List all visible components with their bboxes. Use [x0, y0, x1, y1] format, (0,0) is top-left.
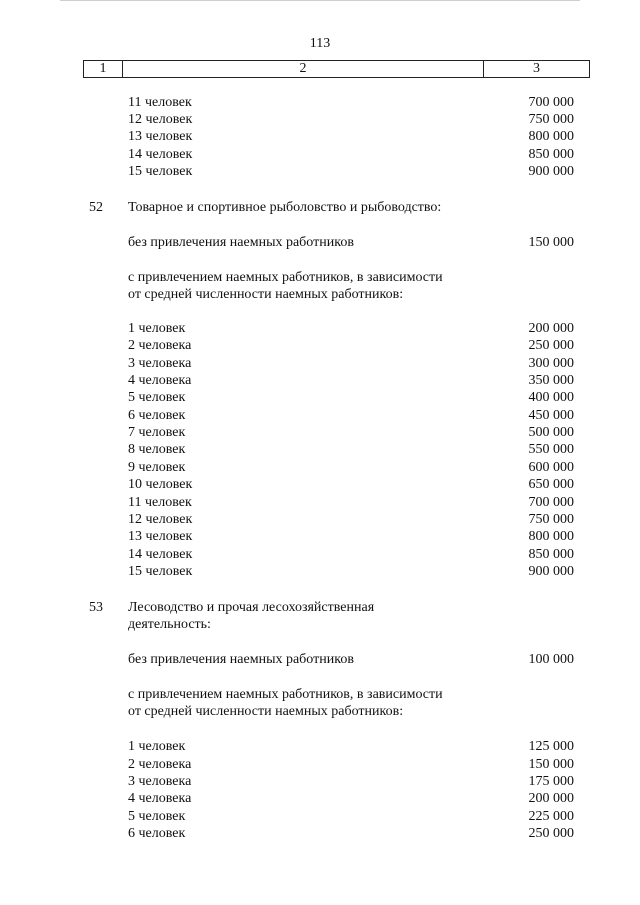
table-header — [83, 60, 590, 78]
row-label: 7 человек — [128, 425, 186, 440]
row-label: 6 человек — [128, 408, 186, 423]
row-label: 13 человек — [128, 529, 193, 544]
row-label: 2 человека — [128, 757, 192, 772]
header-col-2: 2 — [123, 61, 484, 77]
table-row — [0, 494, 640, 511]
table-row — [0, 808, 640, 825]
row-value: 200 000 — [528, 321, 574, 336]
hired-condition-line-1: с привлечением наемных работников, в зависимости — [128, 270, 443, 285]
row-label: 15 человек — [128, 564, 193, 579]
row-value: 400 000 — [528, 390, 574, 405]
row-value: 300 000 — [528, 356, 574, 371]
row-label: 9 человек — [128, 460, 186, 475]
section-number: 53 — [89, 600, 103, 615]
row-value: 750 000 — [528, 512, 574, 527]
row-value: 250 000 — [528, 338, 574, 353]
header-col-1: 1 — [84, 61, 123, 77]
table-row — [0, 146, 640, 163]
row-label: 1 человек — [128, 321, 186, 336]
row-value: 250 000 — [528, 826, 574, 841]
table-row — [0, 128, 640, 145]
section-52-no-hired — [0, 234, 640, 251]
row-label: 12 человек — [128, 112, 193, 127]
table-row — [0, 546, 640, 563]
row-value: 700 000 — [528, 95, 574, 110]
row-value: 500 000 — [528, 425, 574, 440]
row-value: 900 000 — [528, 164, 574, 179]
row-label: 3 человека — [128, 774, 192, 789]
section-number: 52 — [89, 200, 103, 215]
row-label: 14 человек — [128, 547, 193, 562]
no-hired-label: без привлечения наемных работников — [128, 652, 354, 667]
row-value: 650 000 — [528, 477, 574, 492]
row-value: 750 000 — [528, 112, 574, 127]
page-number: 113 — [309, 36, 331, 51]
table-row — [0, 320, 640, 337]
section-52-heading — [0, 199, 640, 216]
table-row — [0, 389, 640, 406]
row-value: 600 000 — [528, 460, 574, 475]
row-value: 850 000 — [528, 147, 574, 162]
table-row — [0, 511, 640, 528]
row-value: 700 000 — [528, 495, 574, 510]
row-value: 800 000 — [528, 129, 574, 144]
row-label: 4 человека — [128, 373, 192, 388]
section-53-heading — [0, 599, 640, 616]
row-label: 5 человек — [128, 809, 186, 824]
hired-condition-line-2: от средней численности наемных работников: — [128, 704, 404, 719]
row-label: 2 человека — [128, 338, 192, 353]
no-hired-value: 100 000 — [528, 652, 574, 667]
row-label: 5 человек — [128, 390, 186, 405]
section-53-no-hired — [0, 651, 640, 668]
table-row — [0, 163, 640, 180]
no-hired-label: без привлечения наемных работников — [128, 235, 354, 250]
row-label: 12 человек — [128, 512, 193, 527]
top-rule — [60, 0, 580, 1]
table-row — [0, 94, 640, 111]
row-value: 200 000 — [528, 791, 574, 806]
table-row — [0, 756, 640, 773]
row-value: 550 000 — [528, 442, 574, 457]
table-row — [0, 790, 640, 807]
section-title: Лесоводство и прочая лесохозяйственная — [128, 600, 375, 615]
row-label: 6 человек — [128, 826, 186, 841]
row-label: 11 человек — [128, 495, 192, 510]
table-row — [0, 528, 640, 545]
row-label: 13 человек — [128, 129, 193, 144]
row-label: 1 человек — [128, 739, 186, 754]
table-row — [0, 825, 640, 842]
row-value: 150 000 — [528, 757, 574, 772]
section-title: Товарное и спортивное рыболовство и рыбоводство: — [128, 200, 442, 215]
no-hired-value: 150 000 — [528, 235, 574, 250]
section-title-line-2: деятельность: — [128, 617, 211, 632]
row-label: 11 человек — [128, 95, 192, 110]
hired-condition-line-2: от средней численности наемных работников: — [128, 287, 404, 302]
table-row — [0, 407, 640, 424]
table-row — [0, 459, 640, 476]
row-value: 350 000 — [528, 373, 574, 388]
row-label: 14 человек — [128, 147, 193, 162]
row-label: 3 человека — [128, 356, 192, 371]
row-value: 225 000 — [528, 809, 574, 824]
table-row — [0, 337, 640, 354]
table-row — [0, 111, 640, 128]
row-label: 10 человек — [128, 477, 193, 492]
table-row — [0, 773, 640, 790]
row-value: 450 000 — [528, 408, 574, 423]
row-value: 900 000 — [528, 564, 574, 579]
row-value: 850 000 — [528, 547, 574, 562]
table-row — [0, 476, 640, 493]
row-value: 175 000 — [528, 774, 574, 789]
table-row — [0, 441, 640, 458]
table-row — [0, 563, 640, 580]
row-label: 8 человек — [128, 442, 186, 457]
row-label: 4 человека — [128, 791, 192, 806]
header-col-3: 3 — [533, 61, 540, 76]
row-value: 125 000 — [528, 739, 574, 754]
row-value: 800 000 — [528, 529, 574, 544]
table-row — [0, 372, 640, 389]
hired-condition-line-1: с привлечением наемных работников, в зависимости — [128, 687, 443, 702]
table-row — [0, 355, 640, 372]
table-row — [0, 424, 640, 441]
row-label: 15 человек — [128, 164, 193, 179]
table-row — [0, 738, 640, 755]
